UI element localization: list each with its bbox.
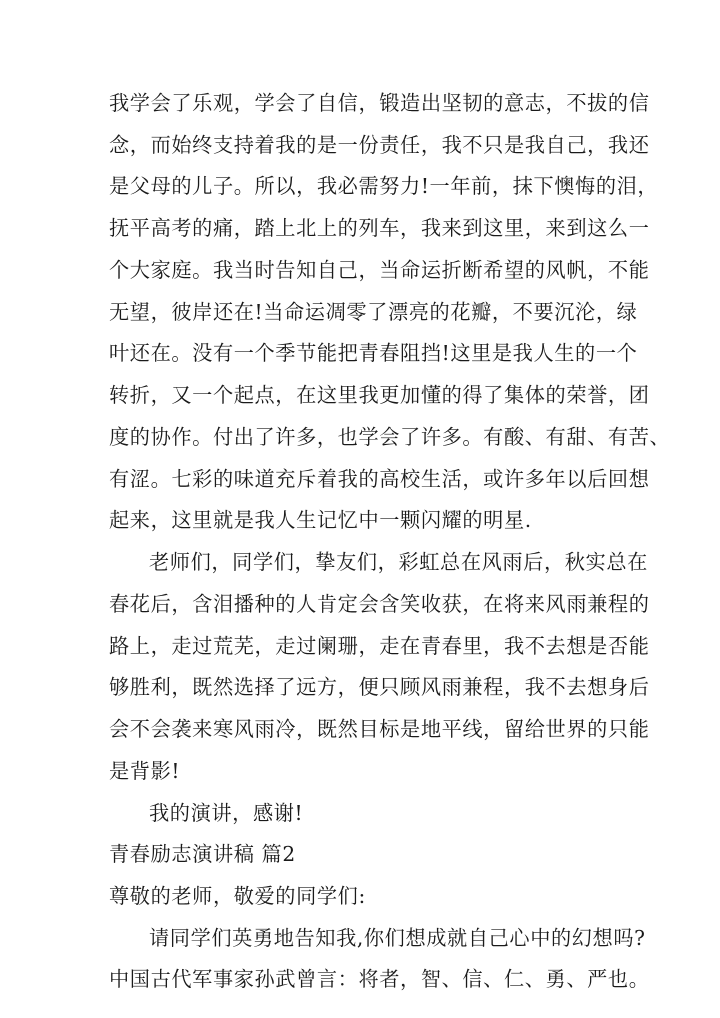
paragraph-line-6: 无望，彼岸还在!当命运凋零了漂亮的花瓣，不要沉沦，绿 [109,300,638,324]
paragraph-line-11: 起来，这里就是我人生记忆中一颗闪耀的明星. [109,508,532,532]
salutation-line: 尊敬的老师，敬爱的同学们: [109,884,366,908]
paragraph-line-4: 抚平高考的痛，踏上北上的列车，我来到这里，来到这么一 [109,216,650,240]
closing-line: 我的演讲，感谢! [149,801,304,825]
paragraph-line-21: 请同学们英勇地告知我,你们想成就自己心中的幻想吗? [149,926,646,950]
paragraph-line-14: 路上，走过荒芜，走过阑珊，走在青春里，我不去想是否能 [109,634,650,658]
paragraph-line-10: 有涩。七彩的味道充斥着我的高校生活，或许多年以后回想 [109,467,650,491]
paragraph-line-7: 叶还在。没有一个季节能把青春阻挡!这里是我人生的一个 [109,341,638,365]
section-heading: 青春励志演讲稿 篇2 [109,842,296,866]
paragraph-line-22: 中国古代军事家孙武曾言：将者，智、信、仁、勇、严也。 [109,967,650,991]
paragraph-line-8: 转折，又一个起点，在这里我更加懂的得了集体的荣誉，团 [109,383,650,407]
paragraph-line-9: 度的协作。付出了许多，也学会了许多。有酸、有甜、有苦、 [109,425,671,449]
paragraph-line-2: 念，而始终支持着我的是一份责任，我不只是我自己，我还 [109,133,650,157]
paragraph-line-16: 会不会袭来寒风雨冷，既然目标是地平线，留给世界的只能 [109,717,650,741]
paragraph-line-5: 个大家庭。我当时告知自己，当命运折断希望的风帆，不能 [109,258,650,282]
paragraph-line-1: 我学会了乐观，学会了自信，锻造出坚韧的意志，不拔的信 [109,91,650,115]
paragraph-line-12: 老师们，同学们，挚友们，彩虹总在风雨后，秋实总在 [149,550,648,574]
paragraph-line-17: 是背影! [109,759,181,783]
paragraph-line-13: 春花后，含泪播种的人肯定会含笑收获，在将来风雨兼程的 [109,592,650,616]
paragraph-line-3: 是父母的儿子。所以，我必需努力!一年前，抹下懊悔的泪， [109,174,659,198]
paragraph-line-15: 够胜利，既然选择了远方，便只顾风雨兼程，我不去想身后 [109,675,650,699]
